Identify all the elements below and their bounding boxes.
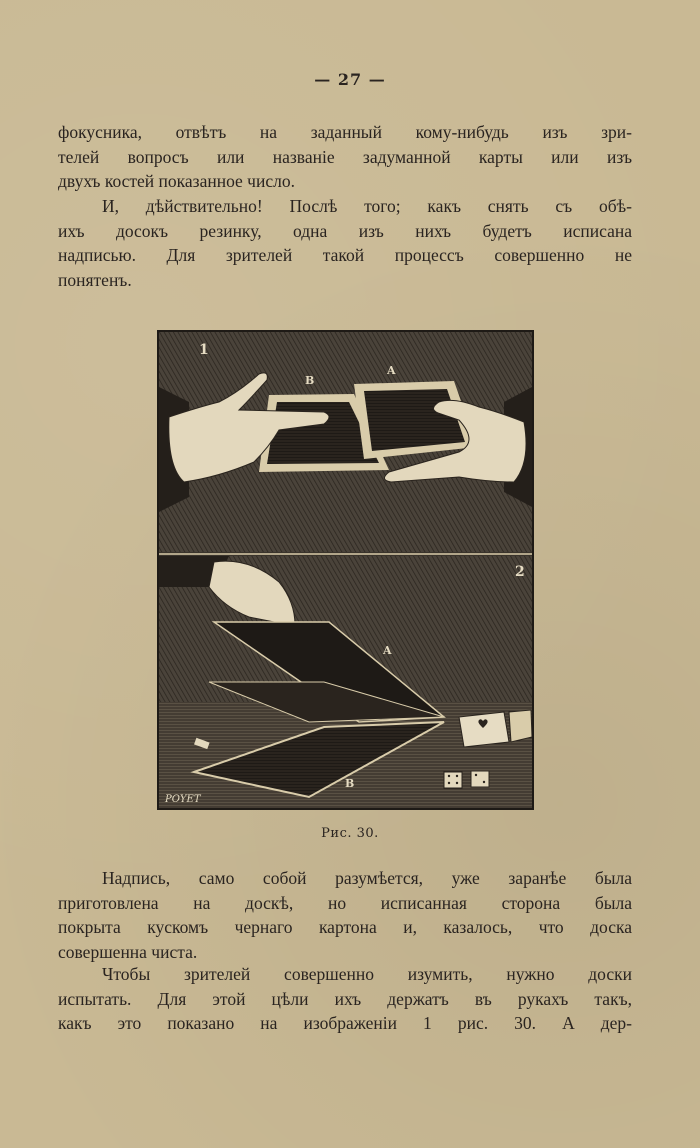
label-b-open: B <box>345 777 355 790</box>
text-line: Надпись, само собой разумѣется, уже заранѣе была <box>102 868 632 888</box>
figure-illustration <box>157 330 534 810</box>
text-line: фокусника, отвѣтъ на заданный кому-нибудь изъ зри- <box>58 122 632 142</box>
paragraph-4 <box>58 962 632 1036</box>
panel-1 <box>159 332 532 552</box>
panel-2 <box>159 556 532 808</box>
paragraph-1 <box>58 120 632 194</box>
text-line: приготовлена на доскѣ, но исписанная сторона была <box>58 892 632 913</box>
label-a-open: A <box>383 644 392 657</box>
text-line: какъ это показано на изображеніи 1 рис. 30. А дер- <box>58 1013 632 1033</box>
panel-1-number: 1 <box>199 342 209 358</box>
playing-card <box>459 712 509 747</box>
text-line: двухъ костей показанное число. <box>58 171 295 191</box>
text-line: покрыта кускомъ чернаго картона и, казалось, что доска <box>58 917 632 937</box>
die-2 <box>471 771 489 787</box>
text-line: испытать. Для этой цѣли ихъ держатъ въ рукахъ такъ, <box>58 988 632 1009</box>
text-line: И, дѣйствительно! Послѣ того; какъ снять съ обѣ- <box>102 196 632 216</box>
text-line: совершенна чиста. <box>58 941 198 962</box>
text-line: Чтобы зрителей совершенно изумить, нужно доски <box>102 964 632 984</box>
panel-2-number: 2 <box>515 564 525 580</box>
engraver-signature: POYET <box>165 794 201 805</box>
die-1 <box>444 772 462 788</box>
text-line: понятенъ. <box>58 269 132 290</box>
text-line: телей вопросъ или названіе задуманной карты или изъ <box>58 146 632 167</box>
engraving <box>159 332 532 808</box>
paragraph-2 <box>58 194 632 292</box>
paragraph-3 <box>58 866 632 964</box>
figure-caption: Рис. 30. <box>321 826 379 841</box>
label-b: B <box>305 374 315 387</box>
label-a: A <box>387 364 396 377</box>
text-line: ихъ досокъ резинку, одна изъ нихъ будетъ исписана <box>58 220 632 241</box>
page-number: — 27 — <box>314 70 386 89</box>
text-line: надписью. Для зрителей такой процессъ совершенно не <box>58 245 632 265</box>
